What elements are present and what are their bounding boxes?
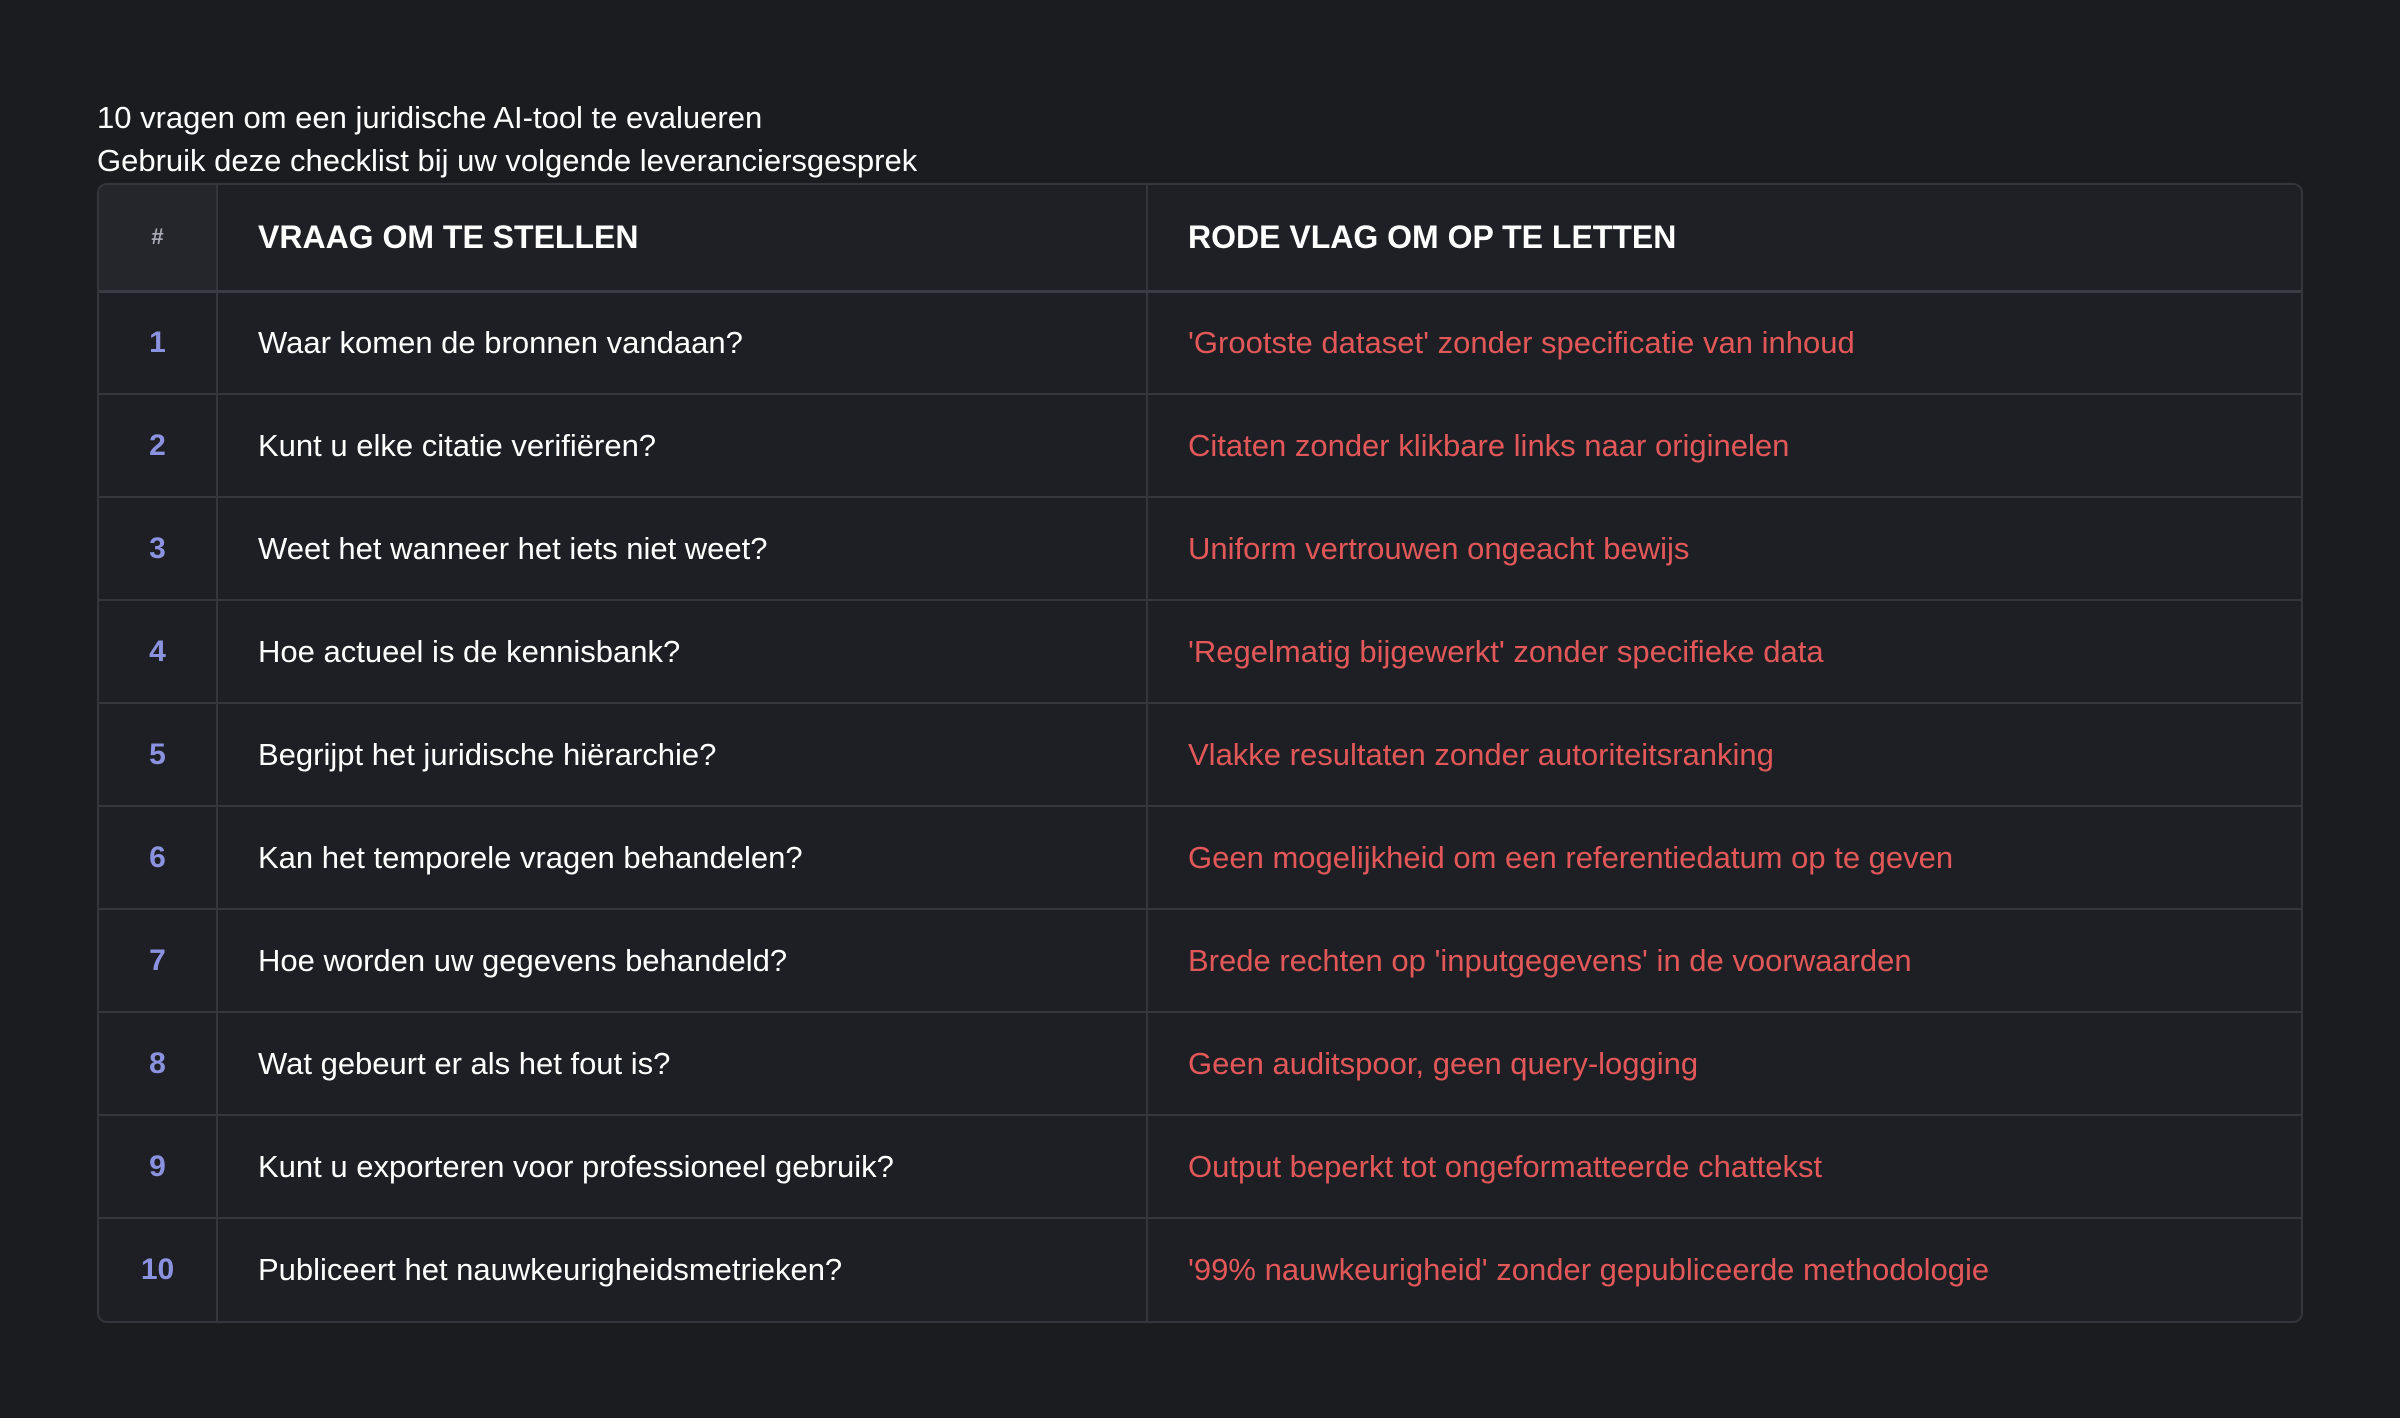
checklist-table xyxy=(99,185,2301,1321)
row-red-flag: '99% nauwkeurigheid' zonder gepubliceerde methodologie xyxy=(1147,1218,2301,1321)
row-question: Kan het temporele vragen behandelen? xyxy=(217,806,1147,909)
table-row xyxy=(99,394,2301,497)
table-row xyxy=(99,1115,2301,1218)
row-number: 2 xyxy=(99,394,217,497)
column-header-question: VRAAG OM TE STELLEN xyxy=(217,185,1147,291)
column-header-number: # xyxy=(99,185,217,291)
row-red-flag: Uniform vertrouwen ongeacht bewijs xyxy=(1147,497,2301,600)
row-number: 10 xyxy=(99,1218,217,1321)
table-row xyxy=(99,291,2301,394)
checklist-container xyxy=(97,96,2303,1323)
row-question: Kunt u elke citatie verifiëren? xyxy=(217,394,1147,497)
row-red-flag: 'Regelmatig bijgewerkt' zonder specifieke data xyxy=(1147,600,2301,703)
table-row xyxy=(99,600,2301,703)
row-red-flag: Citaten zonder klikbare links naar originelen xyxy=(1147,394,2301,497)
row-red-flag: 'Grootste dataset' zonder specificatie van inhoud xyxy=(1147,291,2301,394)
row-question: Begrijpt het juridische hiërarchie? xyxy=(217,703,1147,806)
row-question: Weet het wanneer het iets niet weet? xyxy=(217,497,1147,600)
checklist-table-wrapper xyxy=(97,183,2303,1323)
column-header-red-flag: RODE VLAG OM OP TE LETTEN xyxy=(1147,185,2301,291)
table-row xyxy=(99,497,2301,600)
table-row xyxy=(99,1218,2301,1321)
table-body xyxy=(99,291,2301,1321)
table-header xyxy=(99,185,2301,291)
table-header-row xyxy=(99,185,2301,291)
row-number: 8 xyxy=(99,1012,217,1115)
row-number: 9 xyxy=(99,1115,217,1218)
table-row xyxy=(99,909,2301,1012)
page-title: 10 vragen om een juridische AI-tool te evalueren xyxy=(97,100,763,135)
row-question: Hoe worden uw gegevens behandeld? xyxy=(217,909,1147,1012)
page-subtitle: Gebruik deze checklist bij uw volgende leveranciersgesprek xyxy=(97,143,918,178)
row-question: Publiceert het nauwkeurigheidsmetrieken? xyxy=(217,1218,1147,1321)
table-row xyxy=(99,806,2301,909)
table-row xyxy=(99,1012,2301,1115)
row-number: 6 xyxy=(99,806,217,909)
row-red-flag: Brede rechten op 'inputgegevens' in de voorwaarden xyxy=(1147,909,2301,1012)
row-number: 1 xyxy=(149,325,166,359)
row-red-flag: Vlakke resultaten zonder autoriteitsranking xyxy=(1147,703,2301,806)
row-red-flag: Output beperkt tot ongeformatteerde chattekst xyxy=(1147,1115,2301,1218)
row-red-flag: Geen auditspoor, geen query-logging xyxy=(1147,1012,2301,1115)
row-question: Hoe actueel is de kennisbank? xyxy=(217,600,1147,703)
row-red-flag: Geen mogelijkheid om een referentiedatum op te geven xyxy=(1147,806,2301,909)
row-number: 7 xyxy=(99,909,217,1012)
row-number: 3 xyxy=(99,497,217,600)
row-question: Kunt u exporteren voor professioneel gebruik? xyxy=(217,1115,1147,1218)
row-question: Wat gebeurt er als het fout is? xyxy=(217,1012,1147,1115)
row-number: 5 xyxy=(99,703,217,806)
row-number: 4 xyxy=(99,600,217,703)
table-row xyxy=(99,703,2301,806)
row-question: Waar komen de bronnen vandaan? xyxy=(217,291,1147,394)
